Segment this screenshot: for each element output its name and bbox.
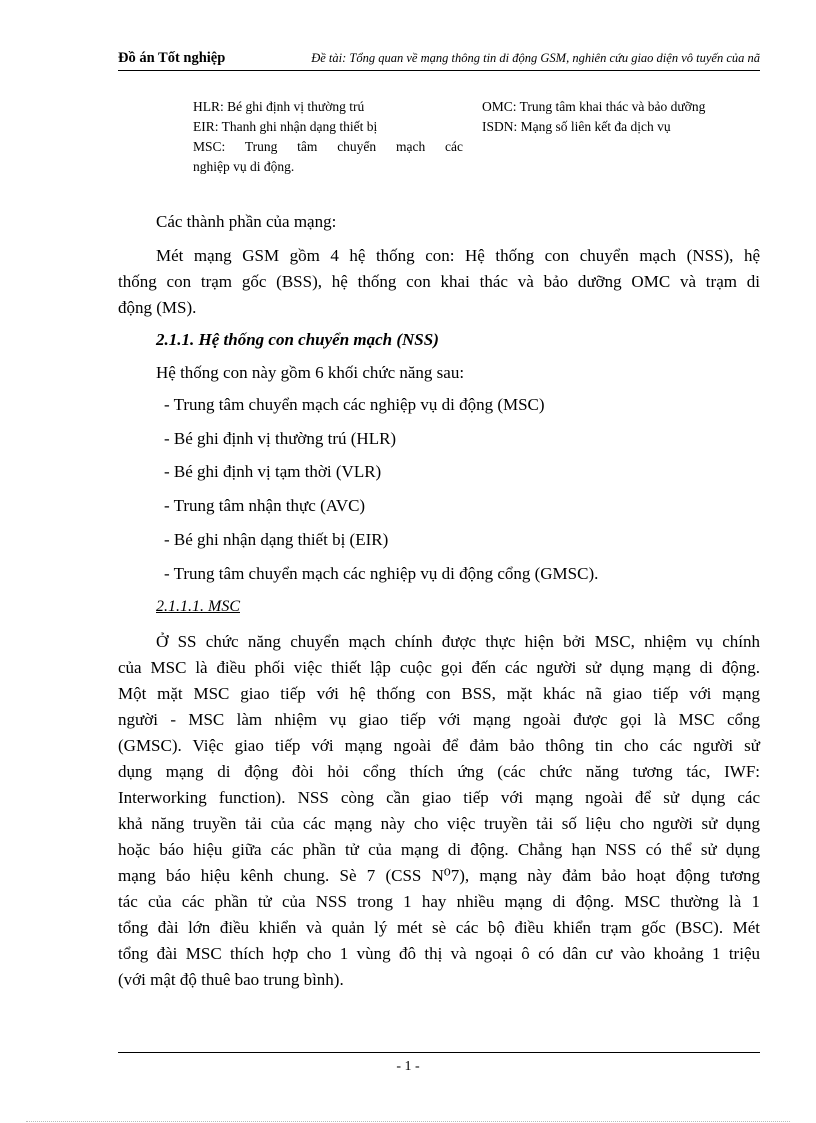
footer-divider (118, 1052, 760, 1053)
nss-function-item: - Trung tâm chuyển mạch các nghiệp vụ di động cổng (GMSC). (164, 564, 599, 583)
paragraph-line: thống con trạm gốc (BSS), hệ thống con khai thác và bảo dưỡng OMC và trạm di (118, 272, 760, 291)
abbreviation-item: nghiệp vụ di động. (193, 159, 295, 174)
paragraph-line: (GMSC). Việc giao tiếp với mạng ngoài để đảm bảo thông tin cho các người sử (118, 736, 760, 755)
page-number: - 1 - (396, 1059, 420, 1074)
document-type: Đồ án Tốt nghiệp (118, 50, 226, 66)
paragraph-line: mạng báo hiệu kênh chung. Sè 7 (CSS N⁰7), mạng này đảm bảo hoạt động tương (118, 866, 760, 885)
paragraph-line: tác của các phần tử của NSS trong 1 hay nhiều mạng di động. MSC thường là 1 (118, 892, 760, 911)
abbreviation-item: ISDN: Mạng số liên kết đa dịch vụ (482, 119, 671, 134)
document-topic: Đề tài: Tổng quan về mạng thông tin di động GSM, nghiên cứu giao diện vô tuyến của nã (311, 51, 760, 65)
paragraph-line: tổng đài MSC thích hợp cho 1 vùng đô thị và ngoại ô có dân cư vào khoảng 1 triệu (118, 944, 760, 963)
section-heading-msc: 2.1.1.1. MSC (156, 598, 240, 615)
nss-function-item: - Bé ghi nhận dạng thiết bị (EIR) (164, 530, 389, 549)
paragraph-line: động (MS). (118, 298, 197, 317)
abbreviation-item: OMC: Trung tâm khai thác và bảo dưỡng (482, 99, 706, 114)
paragraph-line: Mét mạng GSM gồm 4 hệ thống con: Hệ thống con chuyển mạch (NSS), hệ (156, 246, 760, 265)
nss-intro: Hệ thống con này gồm 6 khối chức năng sau: (156, 363, 465, 382)
abbreviation-item: EIR: Thanh ghi nhận dạng thiết bị (193, 119, 378, 134)
paragraph-line: khả năng truyền tải của các mạng này cho việc truyền tải số liệu cho người sử dụng (118, 814, 760, 833)
nss-function-item: - Bé ghi định vị thường trú (HLR) (164, 429, 397, 448)
msc-paragraph (118, 629, 760, 993)
paragraph-line: hoặc báo hiệu giữa các phần tử của mạng di động. Chẳng hạn NSS có thể sử dụng (118, 840, 760, 859)
page-header (118, 48, 760, 71)
abbreviation-item: MSC: Trung tâm chuyển mạch các (193, 139, 463, 154)
paragraph-line: của MSC là điều phối việc thiết lập cuộc gọi đến các người sử dụng mạng di động. (118, 658, 760, 677)
nss-function-item: - Trung tâm chuyển mạch các nghiệp vụ di động (MSC) (164, 395, 545, 414)
page-edge-divider (26, 1121, 790, 1122)
abbreviation-list-right (482, 97, 772, 137)
paragraph-line: Interworking function). NSS còng cần giao tiếp với mạng ngoài để sử dụng các (118, 788, 760, 807)
nss-function-item: - Trung tâm nhận thực (AVC) (164, 496, 366, 515)
nss-function-item: - Bé ghi định vị tạm thời (VLR) (164, 462, 382, 481)
abbreviation-item: HLR: Bé ghi định vị thường trú (193, 99, 365, 114)
paragraph-line: tổng đài lớn điều khiển và quản lý mét sè các bộ điều khiển trạm gốc (BSC). Mét (118, 918, 760, 937)
paragraph-line: dụng mạng di động đòi hỏi cổng thích ứng (các chức năng tương tác, IWF: (118, 762, 760, 781)
paragraph-line: Ở SS chức năng chuyển mạch chính được thực hiện bởi MSC, nhiệm vụ chính (156, 632, 760, 651)
network-intro-paragraph (118, 243, 760, 321)
abbreviation-list-left (193, 97, 463, 177)
network-components-label: Các thành phần của mạng: (156, 212, 337, 231)
paragraph-line: người - MSC làm nhiệm vụ giao tiếp với mạng ngoài được gọi là MSC cổng (118, 710, 760, 729)
section-heading-nss: 2.1.1. Hệ thống con chuyển mạch (NSS) (156, 330, 439, 349)
paragraph-line: (với mật độ thuê bao trung bình). (118, 970, 344, 989)
paragraph-line: Một mặt MSC giao tiếp với hệ thống con BSS, mặt khác nã giao tiếp với mạng (118, 684, 760, 703)
